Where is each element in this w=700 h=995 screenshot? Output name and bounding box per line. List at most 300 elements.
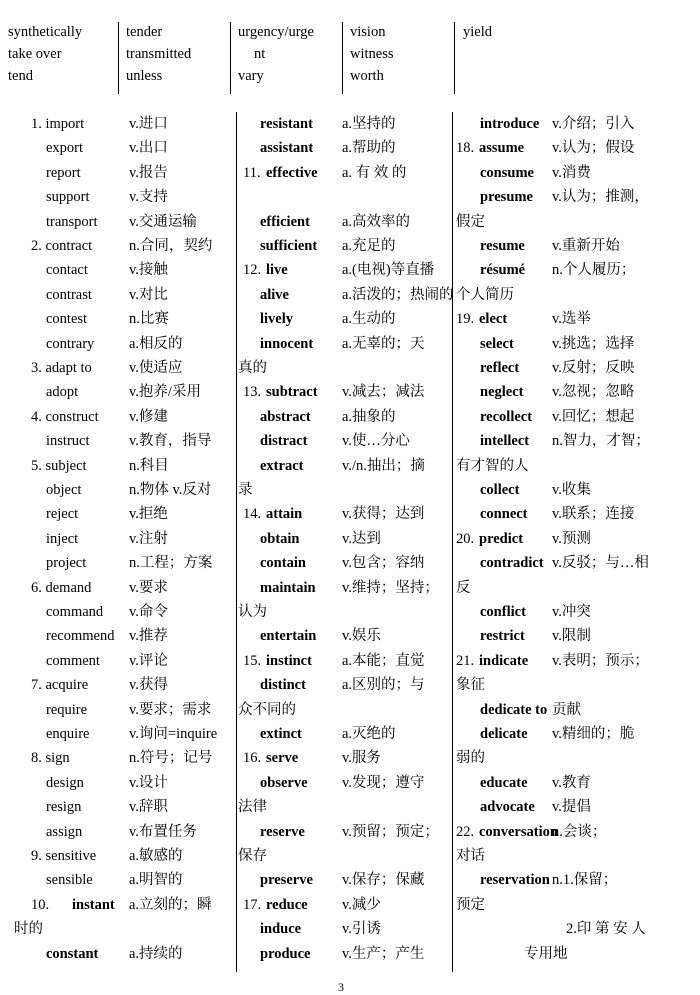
entry-row	[456, 258, 666, 282]
entry-continuation: 真的	[238, 360, 267, 376]
entry-word: resume	[480, 238, 525, 254]
entry-word: conversation	[479, 823, 558, 840]
entry-number: 10.	[31, 896, 50, 913]
entry-definition: n.合同，契约	[129, 238, 213, 254]
entry-word: reservation	[480, 872, 550, 889]
entry-word: lively	[260, 311, 294, 328]
entry-row	[238, 722, 448, 746]
entry-row	[238, 332, 448, 356]
entry-definition: v.注射	[129, 530, 168, 547]
entry-definition: v.介绍；引入	[552, 116, 635, 132]
entry-row	[456, 844, 666, 868]
entry-row	[456, 185, 666, 209]
entry-word: reject	[46, 506, 79, 523]
entry-definition: a.本能；直觉	[342, 652, 425, 669]
entry-row	[456, 722, 666, 746]
column-divider	[118, 22, 119, 94]
entry-word: recollect	[480, 408, 533, 425]
entry-definition: a.坚持的	[342, 116, 396, 132]
entry-definition: v.提倡	[552, 799, 591, 816]
entry-word: require	[46, 701, 88, 718]
entry-definition: a.活泼的；热闹的	[342, 286, 454, 303]
entry-row	[456, 405, 666, 429]
entry-row	[14, 112, 234, 136]
entry-definition: a.灭绝的	[342, 726, 396, 742]
entry-definition: v.获得	[129, 677, 168, 694]
entry-word: command	[46, 604, 104, 620]
entry-row	[14, 868, 234, 892]
entry-word: constant	[46, 945, 99, 962]
entry-word: resign	[46, 799, 82, 816]
entry-number: 7. acquire	[31, 677, 89, 694]
entry-row	[456, 698, 666, 722]
entry-definition: v.发现；遵守	[342, 774, 425, 791]
entry-word: sufficient	[260, 238, 318, 254]
top-word: unless	[126, 68, 163, 84]
entry-definition: v.表明；预示；	[552, 652, 649, 669]
entry-continuation: 众不同的	[238, 701, 296, 718]
top-word: tender	[126, 24, 163, 40]
entry-row	[238, 380, 448, 404]
entry-word: résumé	[480, 262, 526, 279]
entry-continuation: 时的	[14, 921, 43, 938]
entry-word: contact	[46, 262, 88, 279]
entry-definition: v.布置任务	[129, 823, 197, 840]
entry-row	[238, 771, 448, 795]
entry-row	[238, 307, 448, 331]
entry-row	[14, 527, 234, 551]
entry-definition: v.消费	[552, 164, 591, 181]
entry-row	[14, 332, 234, 356]
entry-row	[14, 600, 234, 624]
entry-definition: v.反驳；与…相	[552, 555, 649, 572]
entry-word: report	[46, 164, 81, 181]
entry-definition: a.相反的	[129, 335, 183, 352]
entry-number: 14.	[243, 506, 262, 523]
entry-word: assign	[46, 823, 83, 840]
entry-number: 19.	[456, 311, 475, 328]
entry-word: intellect	[480, 433, 530, 450]
entry-definition: n.符号；记号	[129, 750, 213, 767]
entry-row	[238, 600, 448, 624]
entry-definition: n.比赛	[129, 311, 169, 328]
entry-definition: v.忽视；忽略	[552, 384, 635, 401]
entry-row	[238, 429, 448, 453]
entry-row	[14, 844, 234, 868]
entry-row	[14, 551, 234, 575]
entry-word: obtain	[260, 530, 300, 547]
entry-number: 21.	[456, 652, 475, 669]
entry-row	[238, 161, 448, 185]
entry-word: adopt	[46, 384, 79, 401]
entry-row	[14, 942, 234, 966]
entry-number: 17.	[243, 896, 262, 913]
entry-row	[456, 161, 666, 185]
entry-definition: v.反射；反映	[552, 360, 635, 376]
entry-number: 1. import	[31, 116, 85, 132]
entry-row	[238, 624, 448, 648]
entry-row	[238, 576, 448, 600]
column-divider	[342, 22, 343, 94]
entry-row	[238, 893, 448, 917]
entry-word: advocate	[480, 799, 535, 816]
entry-row	[14, 161, 234, 185]
col3-column	[456, 112, 666, 972]
entry-row	[456, 673, 666, 697]
column-divider	[236, 112, 237, 972]
entry-row	[238, 136, 448, 160]
entry-row	[456, 917, 666, 941]
entry-word: introduce	[480, 116, 540, 132]
entry-definition: v.使适应	[129, 360, 183, 376]
entry-definition: v.修建	[129, 408, 168, 425]
entry-definition: v.推荐	[129, 628, 168, 645]
col2-column	[238, 112, 454, 972]
entry-definition: a.高效率的	[342, 213, 411, 230]
entry-row	[456, 502, 666, 526]
entry-word: indicate	[479, 652, 529, 669]
entry-number: 22.	[456, 823, 475, 840]
entry-row	[14, 795, 234, 819]
entry-number: 13.	[243, 384, 262, 401]
entry-definition: v.生产；产生	[342, 945, 425, 962]
top-word: transmitted	[126, 46, 192, 62]
entry-row	[456, 380, 666, 404]
entry-definition: 贡献	[552, 701, 581, 718]
entry-row	[456, 429, 666, 453]
entry-word: contrary	[46, 335, 95, 352]
entry-number: 12.	[243, 262, 262, 279]
entry-row	[238, 210, 448, 234]
entry-definition: a.敏感的	[129, 848, 183, 864]
entry-word: effective	[266, 164, 318, 181]
top-word: vary	[238, 68, 264, 84]
top-word: tend	[8, 68, 33, 84]
entry-continuation: 弱的	[456, 750, 485, 767]
entry-word: presume	[480, 189, 533, 206]
entry-word: inject	[46, 530, 79, 547]
entry-word: sensible	[46, 872, 93, 889]
entry-definition: v.重新开始	[552, 238, 620, 254]
entry-row	[238, 551, 448, 575]
entry-number: 15.	[243, 652, 262, 669]
entry-word: instant	[72, 896, 115, 913]
entry-definition: v.选举	[552, 311, 591, 328]
entry-number: 9. sensitive	[31, 848, 97, 864]
entry-number: 2. contract	[31, 238, 93, 254]
col1-column	[14, 112, 234, 972]
entry-word: attain	[266, 506, 303, 523]
entry-row	[238, 917, 448, 941]
entry-number: 5. subject	[31, 457, 87, 474]
entry-definition: n.个人履历；	[552, 262, 636, 279]
entry-word: assistant	[260, 140, 314, 157]
entry-row	[238, 942, 448, 966]
entry-row	[14, 307, 234, 331]
entry-row	[456, 527, 666, 551]
entry-word: distinct	[260, 677, 306, 694]
entry-continuation: 有才智的人	[456, 457, 529, 474]
entry-definition: v.预留；预定；	[342, 823, 439, 840]
entry-number: 8. sign	[31, 750, 70, 767]
entry-definition: 2.印 第 安 人	[566, 921, 646, 938]
entry-row	[238, 283, 454, 307]
entry-definition: v.教育，指导	[129, 433, 212, 450]
top-word: vision	[350, 24, 386, 40]
entry-word: abstract	[260, 408, 311, 425]
entry-word: resistant	[260, 116, 313, 132]
entry-row	[14, 234, 234, 258]
entry-row	[238, 673, 448, 697]
entry-definition: n.物体 v.反对	[129, 482, 212, 498]
entry-row	[456, 795, 666, 819]
entry-number: 4. construct	[31, 408, 99, 425]
entry-word: project	[46, 555, 87, 572]
entry-row	[14, 722, 234, 746]
entry-row	[14, 429, 234, 453]
entry-word: select	[480, 335, 514, 352]
entry-word: instruct	[46, 433, 90, 450]
entry-word: innocent	[260, 335, 314, 352]
entry-definition: v.进口	[129, 116, 168, 132]
entry-row	[456, 234, 666, 258]
entry-row	[456, 893, 666, 917]
entry-word: subtract	[266, 384, 318, 401]
entry-definition: v.使…分心	[342, 433, 410, 450]
entry-word: conflict	[480, 604, 526, 620]
entry-row	[456, 112, 666, 136]
entry-word: live	[266, 262, 288, 279]
entry-definition: v.要求	[129, 579, 168, 596]
entry-row	[14, 210, 234, 234]
entry-definition: a.无辜的；天	[342, 335, 425, 352]
entry-row	[238, 527, 448, 551]
entry-word: serve	[266, 750, 299, 767]
entry-definition: v.教育	[552, 774, 591, 791]
entry-definition: v.认为；假设	[552, 140, 635, 157]
top-word: nt	[254, 46, 266, 62]
entry-row	[456, 454, 666, 478]
entry-definition: v.设计	[129, 774, 168, 791]
entry-row	[14, 917, 234, 941]
entry-continuation: 象征	[456, 677, 485, 694]
entry-row	[14, 283, 234, 307]
entry-continuation: 预定	[456, 896, 485, 913]
entry-word: maintain	[260, 579, 316, 596]
entry-word: connect	[480, 506, 528, 523]
top-word: take over	[8, 46, 62, 62]
entry-row	[14, 136, 234, 160]
entry-word: restrict	[480, 628, 525, 645]
entry-definition: n.1.保留；	[552, 872, 618, 889]
entry-continuation: 假定	[456, 213, 485, 230]
entry-definition: v.预测	[552, 530, 591, 547]
entry-row	[14, 478, 234, 502]
entry-definition: v.挑选；选择	[552, 335, 635, 352]
entry-definition: v.精细的；脆	[552, 726, 635, 742]
entry-row	[456, 576, 666, 600]
entry-word: enquire	[46, 726, 90, 742]
entry-definition: a.生动的	[342, 311, 396, 328]
entry-word: delicate	[480, 726, 528, 742]
entry-row	[238, 649, 448, 673]
entry-continuation: 对话	[456, 848, 485, 864]
entry-definition: 专用地	[524, 945, 568, 962]
entry-row	[456, 746, 666, 770]
entry-row	[238, 454, 448, 478]
entry-row	[456, 649, 666, 673]
entry-row	[14, 258, 234, 282]
entry-definition: v.要求；需求	[129, 701, 212, 718]
entry-number: 18.	[456, 140, 475, 157]
entry-row	[14, 185, 234, 209]
entry-word: preserve	[260, 872, 313, 889]
entry-definition: a.(电视)等直播	[342, 262, 435, 279]
entry-definition: v.接触	[129, 262, 168, 279]
entry-word: transport	[46, 213, 98, 230]
entry-word: assume	[479, 140, 525, 157]
entry-definition: v.娱乐	[342, 628, 381, 645]
entry-row	[238, 185, 448, 209]
entry-definition: v.获得；达到	[342, 506, 425, 523]
entry-definition: v.认为；推测，	[552, 189, 649, 206]
entry-word: consume	[480, 164, 534, 181]
column-divider	[230, 22, 231, 94]
entry-definition: a.帮助的	[342, 140, 396, 157]
entry-definition: v.评论	[129, 652, 168, 669]
entry-row	[456, 136, 666, 160]
entry-row	[14, 502, 234, 526]
entry-row	[238, 258, 448, 282]
entry-row	[14, 673, 234, 697]
entry-word: instinct	[266, 652, 312, 669]
entry-row	[456, 356, 666, 380]
entry-row	[456, 551, 666, 575]
entry-word: educate	[480, 774, 528, 791]
entry-row	[456, 771, 666, 795]
top-word: synthetically	[8, 24, 83, 40]
entry-row	[456, 307, 666, 331]
entry-row	[14, 820, 234, 844]
entry-row	[14, 454, 234, 478]
entry-definition: v.包含；容纳	[342, 555, 425, 572]
entry-row	[14, 624, 234, 648]
entry-definition: v./n.抽出；摘	[342, 457, 425, 474]
entry-definition: v.辞职	[129, 799, 168, 816]
entry-word: alive	[260, 286, 289, 303]
entry-definition: v.维持；坚持；	[342, 579, 439, 596]
entry-definition: v.询问=inquire	[129, 726, 218, 742]
entry-row	[238, 112, 448, 136]
entry-definition: v.限制	[552, 628, 591, 645]
entry-word: efficient	[260, 213, 310, 230]
entry-definition: v.拒绝	[129, 506, 168, 523]
entry-definition: a.抽象的	[342, 408, 396, 425]
entry-word: observe	[260, 774, 308, 791]
top-word: witness	[350, 46, 394, 62]
entry-definition: n.会谈；	[552, 823, 607, 840]
entry-number: 20.	[456, 530, 475, 547]
entry-row	[456, 332, 666, 356]
entry-word: dedicate to	[480, 701, 548, 718]
entry-definition: v.支持	[129, 189, 168, 206]
entry-word: produce	[260, 945, 311, 962]
entry-definition: a.明智的	[129, 872, 183, 889]
entry-definition: v.减去；减法	[342, 384, 425, 401]
entry-definition: v.达到	[342, 530, 381, 547]
entry-definition: v.回忆；想起	[552, 408, 635, 425]
entry-definition: v.收集	[552, 482, 591, 498]
entry-row	[456, 478, 666, 502]
entry-word: contain	[260, 555, 306, 572]
entry-word: recommend	[46, 628, 115, 645]
entry-definition: a.区别的；与	[342, 677, 425, 694]
entry-number: 3. adapt to	[31, 360, 92, 376]
entry-row	[14, 576, 234, 600]
entry-definition: v.抱养/采用	[129, 384, 201, 401]
entry-definition: n.智力，才智；	[552, 433, 650, 450]
entry-row	[456, 942, 666, 966]
entry-word: comment	[46, 652, 100, 669]
entry-word: reduce	[266, 896, 308, 913]
top-word-grid	[8, 22, 698, 94]
entry-definition: v.交通运输	[129, 213, 197, 230]
entry-word: contradict	[480, 555, 544, 572]
top-word: urgency/urge	[238, 24, 314, 40]
column-divider	[452, 112, 453, 972]
entry-row	[456, 600, 666, 624]
entry-row	[238, 820, 448, 844]
entry-row	[238, 478, 448, 502]
entry-word: entertain	[260, 628, 317, 645]
column-divider	[454, 22, 455, 94]
entry-definition: a.持续的	[129, 945, 183, 962]
entry-definition: v.冲突	[552, 604, 591, 620]
entry-row	[14, 380, 234, 404]
entry-word: contest	[46, 311, 88, 328]
entry-number: 6. demand	[31, 579, 92, 596]
entry-definition: v.出口	[129, 140, 168, 157]
entry-row	[238, 356, 448, 380]
top-word: yield	[463, 24, 492, 40]
entry-continuation: 认为	[238, 604, 267, 620]
entry-row	[456, 624, 666, 648]
entry-word: object	[46, 482, 82, 498]
entry-continuation: 保存	[238, 848, 267, 864]
entry-row	[238, 698, 448, 722]
entry-row	[14, 698, 234, 722]
entry-number: 11.	[243, 164, 261, 181]
entry-row	[14, 893, 234, 917]
entry-continuation: 法律	[238, 799, 267, 816]
top-word: worth	[350, 68, 384, 84]
entry-definition: n.科目	[129, 457, 169, 474]
entry-number: 16.	[243, 750, 262, 767]
entry-word: predict	[479, 530, 524, 547]
entry-row	[456, 820, 666, 844]
entry-word: export	[46, 140, 84, 157]
entry-row	[14, 746, 234, 770]
entry-row	[238, 405, 448, 429]
entry-row	[456, 868, 666, 892]
entry-continuation: 录	[238, 482, 253, 498]
entry-definition: a. 有 效 的	[342, 164, 407, 181]
entry-row	[456, 283, 666, 307]
entry-word: reflect	[480, 360, 520, 376]
entry-definition: n.工程；方案	[129, 555, 213, 572]
entry-word: design	[46, 774, 84, 791]
entry-definition: v.减少	[342, 896, 381, 913]
